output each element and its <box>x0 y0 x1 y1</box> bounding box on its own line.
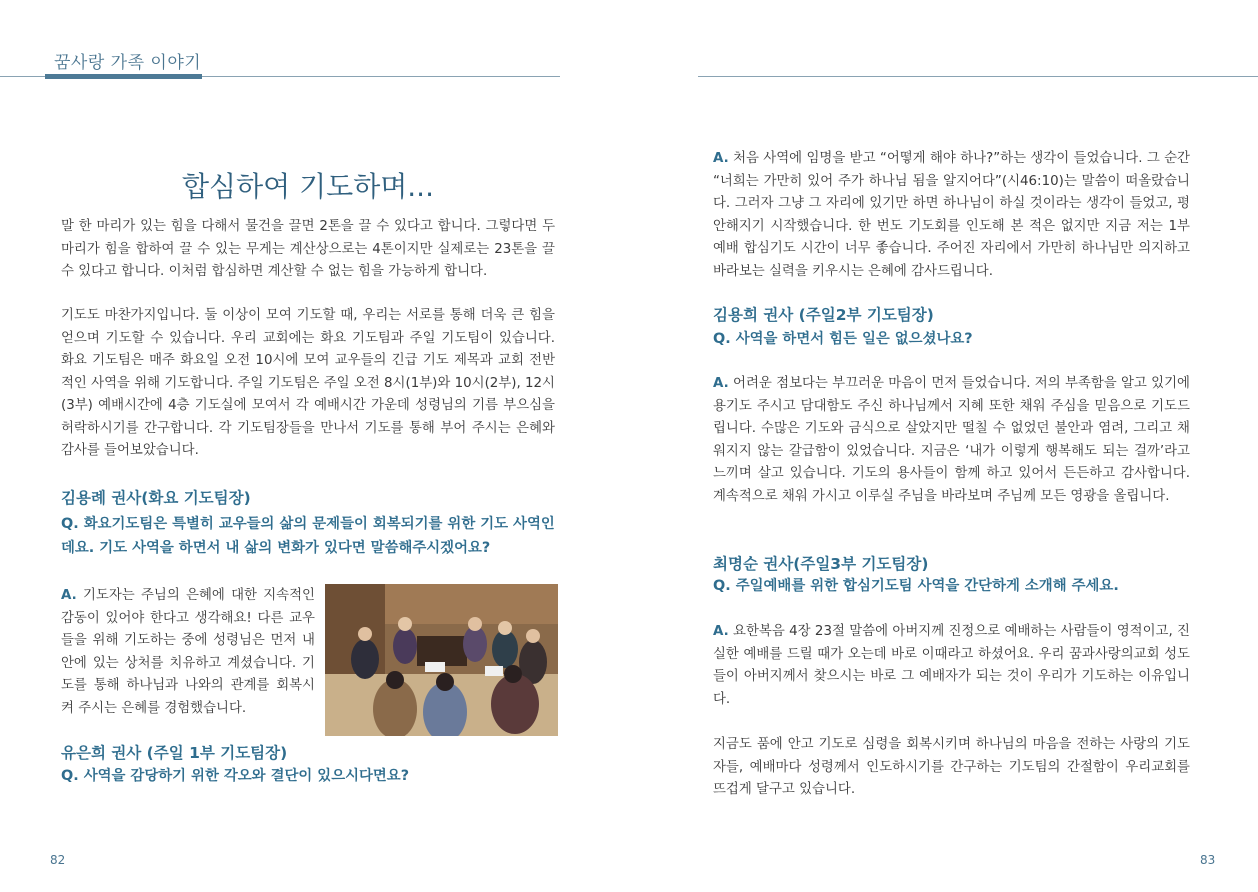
header-rule-right <box>698 76 1258 77</box>
person1-answer <box>61 585 315 720</box>
intro-paragraph-1: 말 한 마리가 있는 힘을 다해서 물건을 끌면 2톤을 끌 수 있다고 합니다. 그렇다면 두 마리가 힘을 합하여 끌 수 있는 무게는 계산상으로는 4톤이지만 실제로는 23톤을 끌 수 있다고 합니다. 이처럼 합심하면 계산할 수 없는 힘을 가능하게 합니다. <box>61 219 555 279</box>
question-marker: Q. <box>713 578 731 594</box>
answer-text: 요한복음 4장 23절 말씀에 아버지께 진정으로 예배하는 사람들이 영적이고, 진실한 예배를 드릴 때가 오는데 바로 이때라고 하셨어요. 우리 꿈과사랑의교회 성도들이 아버지께서 찾으시는 바로 그 예배자가 되는 것이 우리가 기도하는 이유입니다. <box>713 624 1190 707</box>
person4-answer <box>713 621 1190 711</box>
question-text: 사역을 하면서 힘든 일은 없으셨나요? <box>735 331 973 347</box>
intro-paragraph-2: 기도도 마찬가지입니다. 둘 이상이 모여 기도할 때, 우리는 서로를 통해 더욱 큰 힘을 얻으며 기도할 수 있습니다. 우리 교회에는 화요 기도팀과 주일 기도팀이 있습니다. 화요 기도팀은 매주 화요일 오전 10시에 모여 교우들의 긴급 기도 제목과 교회 전반적인 사역을 위해 기도합니다. 주일 기도팀은 주일 오전 8시(1부)와 10시(2부), 12시(3부) 예배시간에 4층 기도실에 모여서 각 예배시간 가운데 성령님의 기름 부으심을 허락하시기를 간구합니다. 각 기도팀장들을 만나서 기도를 통해 부어 주시는 은혜와 감사를 들어보았습니다. <box>61 308 555 458</box>
answer-text: 어려운 점보다는 부끄러운 마음이 먼저 들었습니다. 저의 부족함을 알고 있기에 용기도 주시고 담대함도 주신 하나님께서 지혜 또한 채워 주심을 믿음으로 기도드립니다. 수많은 기도와 금식으로 살았지만 떨칠 수 없었던 불안과 염려, 그리고 채워지지 않는 갈급함이 있었습니다. 지금은 ‘내가 이렇게 행복해도 되는 걸까’라고 느끼며 살고 있습니다. 기도의 용사들이 함께 하고 있어서 든든하고 감사합니다. 계속적으로 채워 가시고 이루실 주님을 바라보며 주님께 모든 영광을 올립니다. <box>713 376 1190 504</box>
page-number-right: 83 <box>1200 853 1216 867</box>
question-marker: Q. <box>713 331 731 347</box>
question-text: 주일예배를 위한 합심기도팀 사역을 간단하게 소개해 주세요. <box>735 578 1119 594</box>
person1-heading: 김용례 권사(화요 기도팀장) <box>61 489 251 507</box>
question-marker: Q. <box>61 768 79 784</box>
answer-marker: A. <box>713 624 729 639</box>
answer-marker: A. <box>61 588 77 603</box>
person3-heading: 김용희 권사 (주일2부 기도팀장) <box>713 306 934 324</box>
page-number-left: 82 <box>50 853 66 867</box>
prayer-group-photo-illustration <box>325 584 558 736</box>
answer-text: 기도자는 주님의 은혜에 대한 지속적인 감동이 있어야 한다고 생각해요! 다른 교우들을 위해 기도하는 중에 성령님은 먼저 내 안에 있는 상처를 치유하고 계셨습니다. 기도를 통해 하나님과 나와의 관계를 회복시켜 주시는 은혜를 경험했습니다. <box>61 588 315 716</box>
answer-text: 처음 사역에 임명을 받고 “어떻게 해야 하나?”하는 생각이 들었습니다. 그 순간 “너희는 가만히 있어 주가 하나님 됨을 알지어다”(시46:10)는 말씀이 떠올랐습니다. 그러자 그냥 그 자리에 있기만 하면 하나님이 하실 것이라는 생각이 들었고, 평안해지기 시작했습니다. 한 번도 기도회를 인도해 본 적은 없지만 지금 저는 1부 예배 합심기도 시간이 너무 좋습니다. 주어진 자리에서 가만히 하나님만 의지하고 바라보는 실력을 키우시는 은혜에 감사드립니다. <box>713 151 1190 279</box>
person4-heading: 최명순 권사(주일3부 기도팀장) <box>713 555 929 573</box>
question-text: 화요기도팀은 특별히 교우들의 삶의 문제들이 회복되기를 위한 기도 사역인데요. 기도 사역을 하면서 내 삶의 변화가 있다면 말씀해주시겠어요? <box>61 516 555 556</box>
answer-marker: A. <box>713 151 729 166</box>
person3-question <box>713 327 1190 351</box>
closing-paragraph: 지금도 품에 안고 기도로 심령을 회복시키며 하나님의 마음을 전하는 사랑의 기도자들, 예배마다 성령께서 인도하시기를 간구하는 기도팀의 간절함이 우리교회를 뜨겁게 달구고 있습니다. <box>713 737 1190 797</box>
article-title: 합심하여 기도하며... <box>182 169 434 203</box>
header-rule-accent <box>45 74 202 79</box>
person3-answer <box>713 373 1190 508</box>
answer-marker: A. <box>713 376 729 391</box>
question-text: 사역을 감당하기 위한 각오와 결단이 있으시다면요? <box>83 768 410 784</box>
prayer-group-photo <box>325 584 558 736</box>
section-label: 꿈사랑 가족 이야기 <box>54 53 202 73</box>
question-marker: Q. <box>61 516 79 532</box>
person1-question <box>61 512 557 560</box>
person2-answer <box>713 148 1190 283</box>
person4-question <box>713 574 1190 598</box>
person2-heading: 유은희 권사 (주일 1부 기도팀장) <box>61 744 288 762</box>
person2-question <box>61 764 555 788</box>
